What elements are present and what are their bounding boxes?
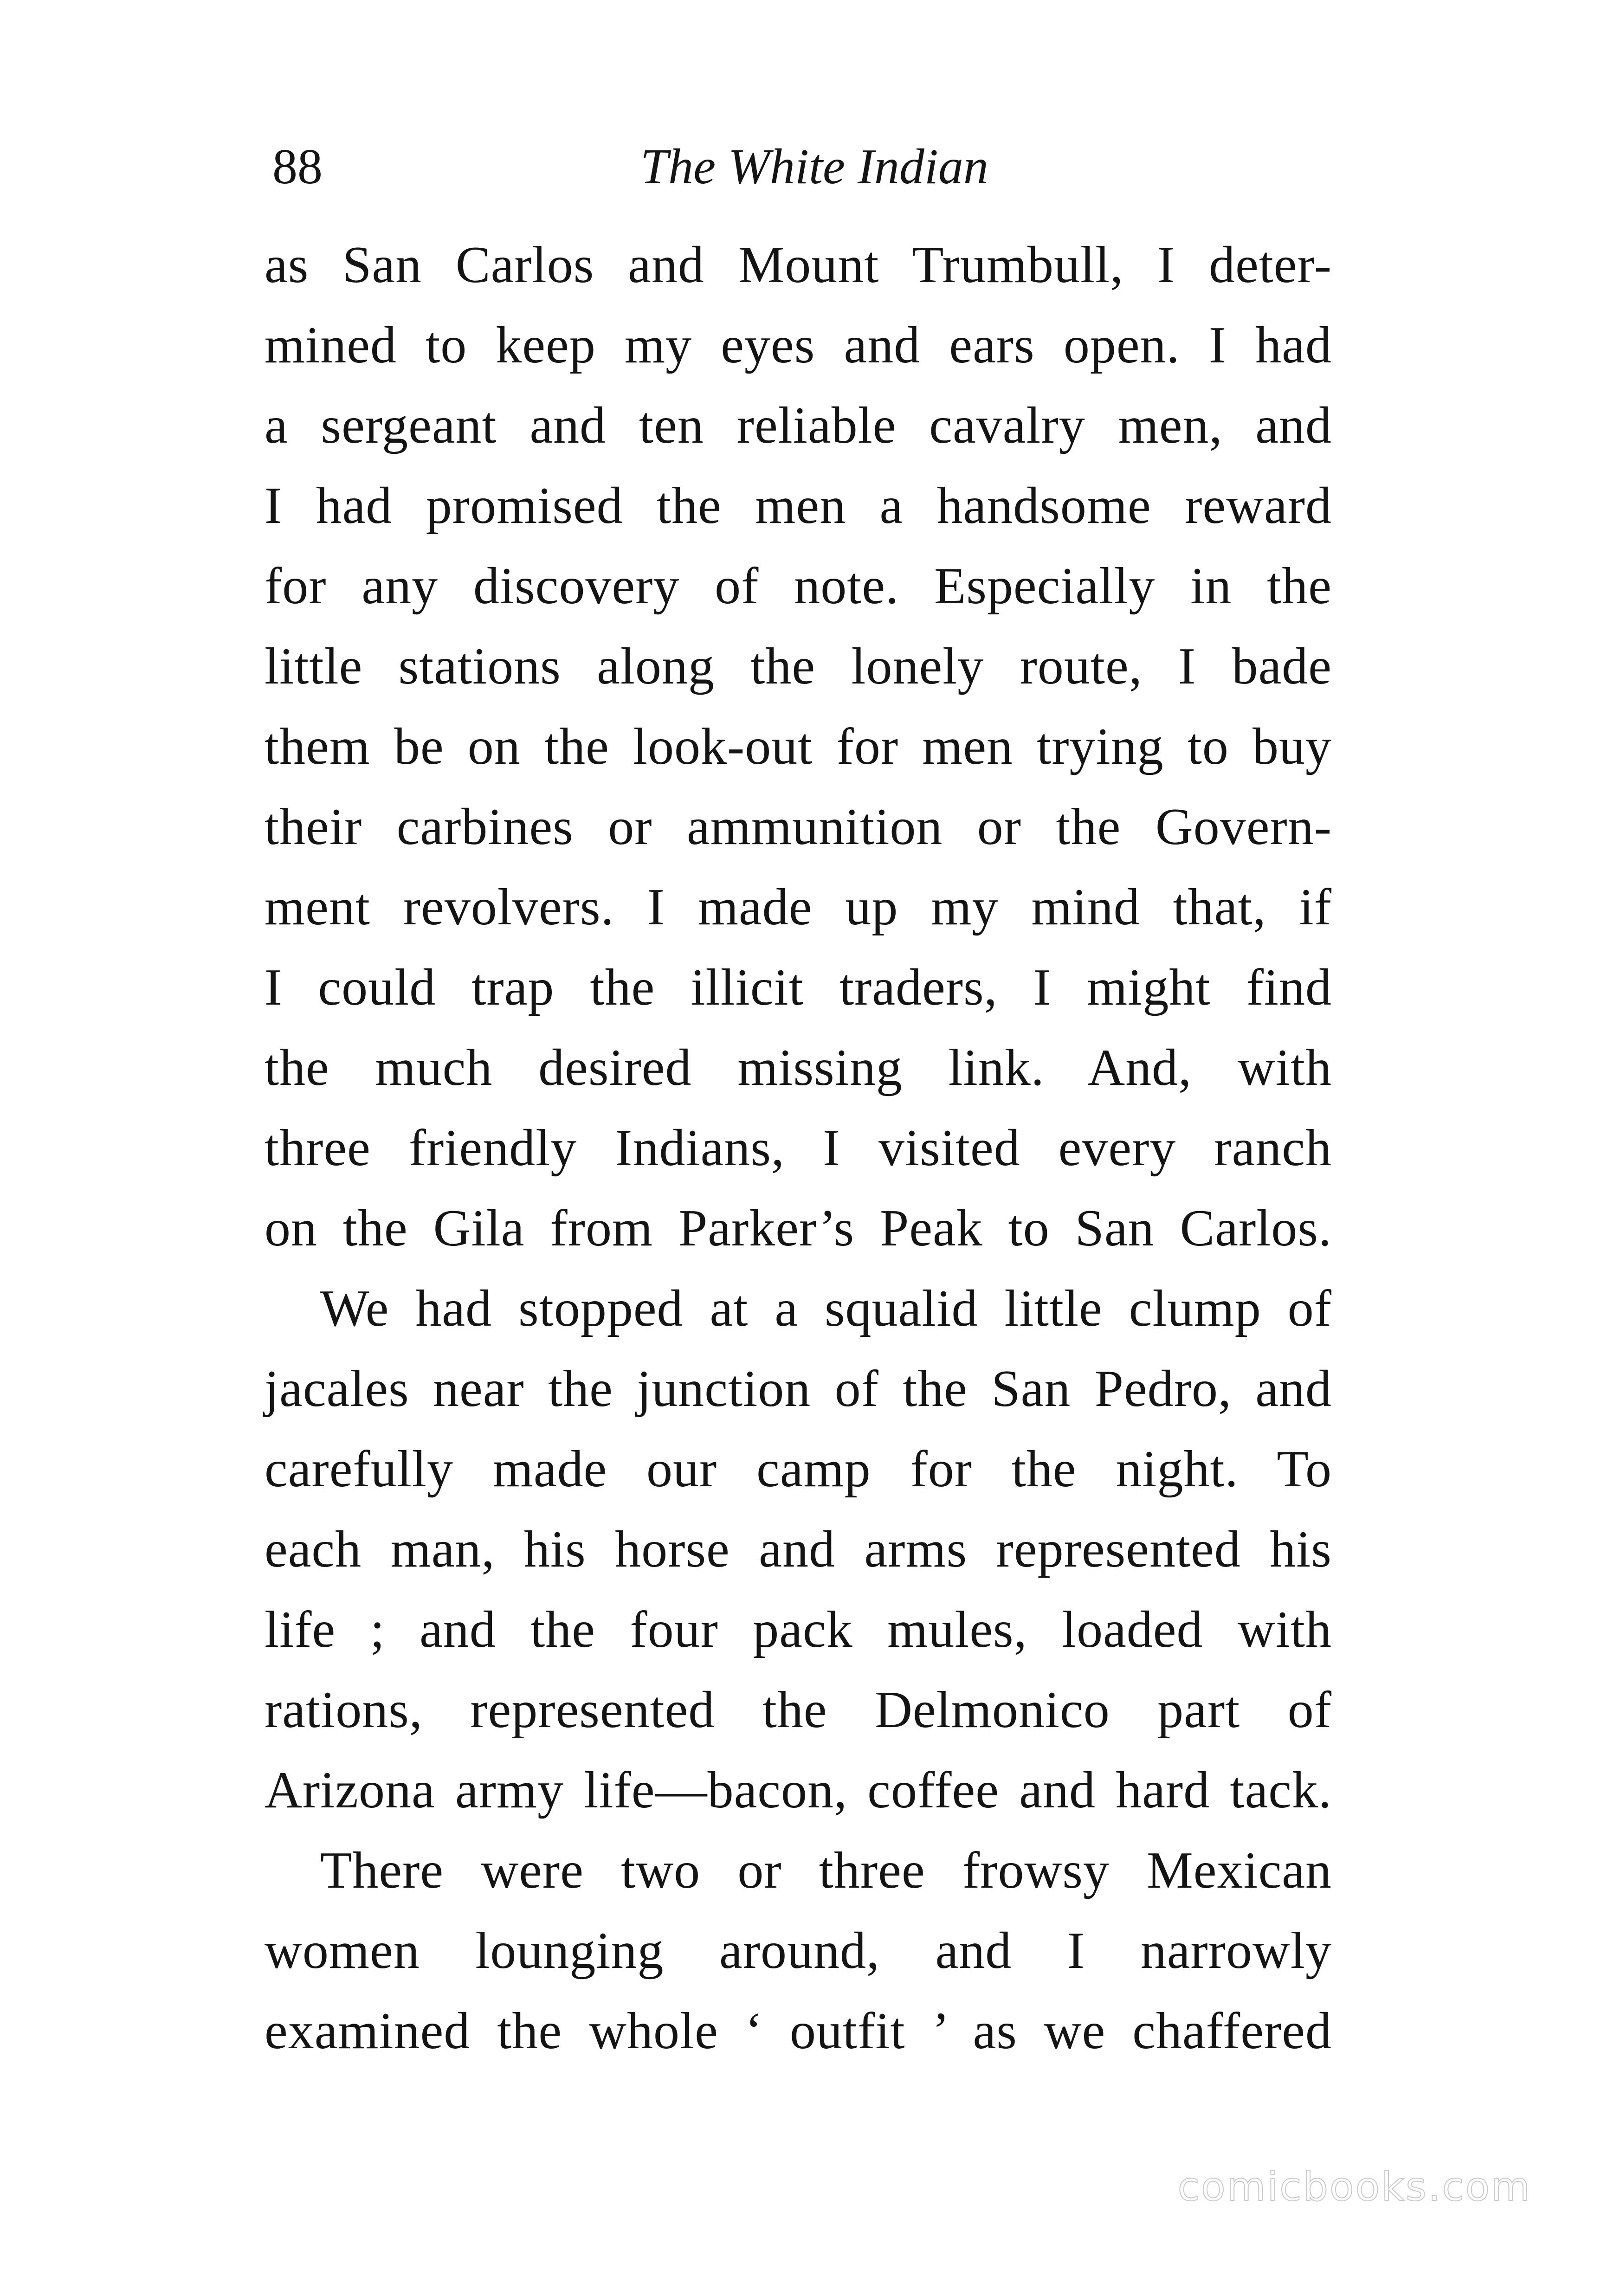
text-line: life ; and the four pack mules, loaded with xyxy=(265,1601,1332,1658)
text-line: little stations along the lonely route, I bade xyxy=(265,638,1332,695)
text-line: a sergeant and ten reliable cavalry men, and xyxy=(265,397,1332,454)
text-line: for any discovery of note. Especially in the xyxy=(265,557,1332,615)
text-line: There were two or three frowsy Mexican xyxy=(320,1842,1332,1899)
body-text xyxy=(265,225,1332,2071)
text-line: the much desired missing link. And, with xyxy=(265,1039,1332,1096)
text-line: rations, represented the Delmonico part of xyxy=(265,1681,1332,1739)
text-line: mined to keep my eyes and ears open. I had xyxy=(265,316,1332,374)
paragraph-1 xyxy=(265,225,1332,1269)
page-number: 88 xyxy=(272,139,323,194)
text-line: as San Carlos and Mount Trumbull, I deter- xyxy=(265,236,1332,294)
text-line: I could trap the illicit traders, I might find xyxy=(265,959,1332,1016)
text-line: each man, his horse and arms represented his xyxy=(265,1521,1332,1578)
paragraph-2 xyxy=(265,1269,1332,1831)
watermark: comicbooks.com xyxy=(1177,2164,1531,2210)
paragraph-3 xyxy=(265,1831,1332,2071)
text-line: We had stopped at a squalid little clump of xyxy=(320,1280,1332,1337)
text-line: three friendly Indians, I visited every ranch xyxy=(265,1119,1332,1177)
text-line: carefully made our camp for the night. To xyxy=(265,1440,1332,1498)
page-header xyxy=(267,125,1343,209)
text-line: women lounging around, and I narrowly xyxy=(265,1922,1332,1980)
text-line: jacales near the junction of the San Pedro, and xyxy=(265,1360,1332,1418)
text-line: on the Gila from Parker’s Peak to San Carlos. xyxy=(265,1200,1332,1257)
running-title: The White Indian xyxy=(640,139,988,194)
text-line: them be on the look-out for men trying to buy xyxy=(265,718,1332,775)
text-line: Arizona army life—bacon, coffee and hard tack. xyxy=(265,1761,1332,1819)
text-line: examined the whole ‘ outfit ’ as we chaffered xyxy=(265,2002,1332,2060)
text-line: I had promised the men a handsome reward xyxy=(265,477,1332,535)
text-line: their carbines or ammunition or the Govern- xyxy=(265,798,1332,856)
text-line: ment revolvers. I made up my mind that, if xyxy=(265,878,1332,936)
